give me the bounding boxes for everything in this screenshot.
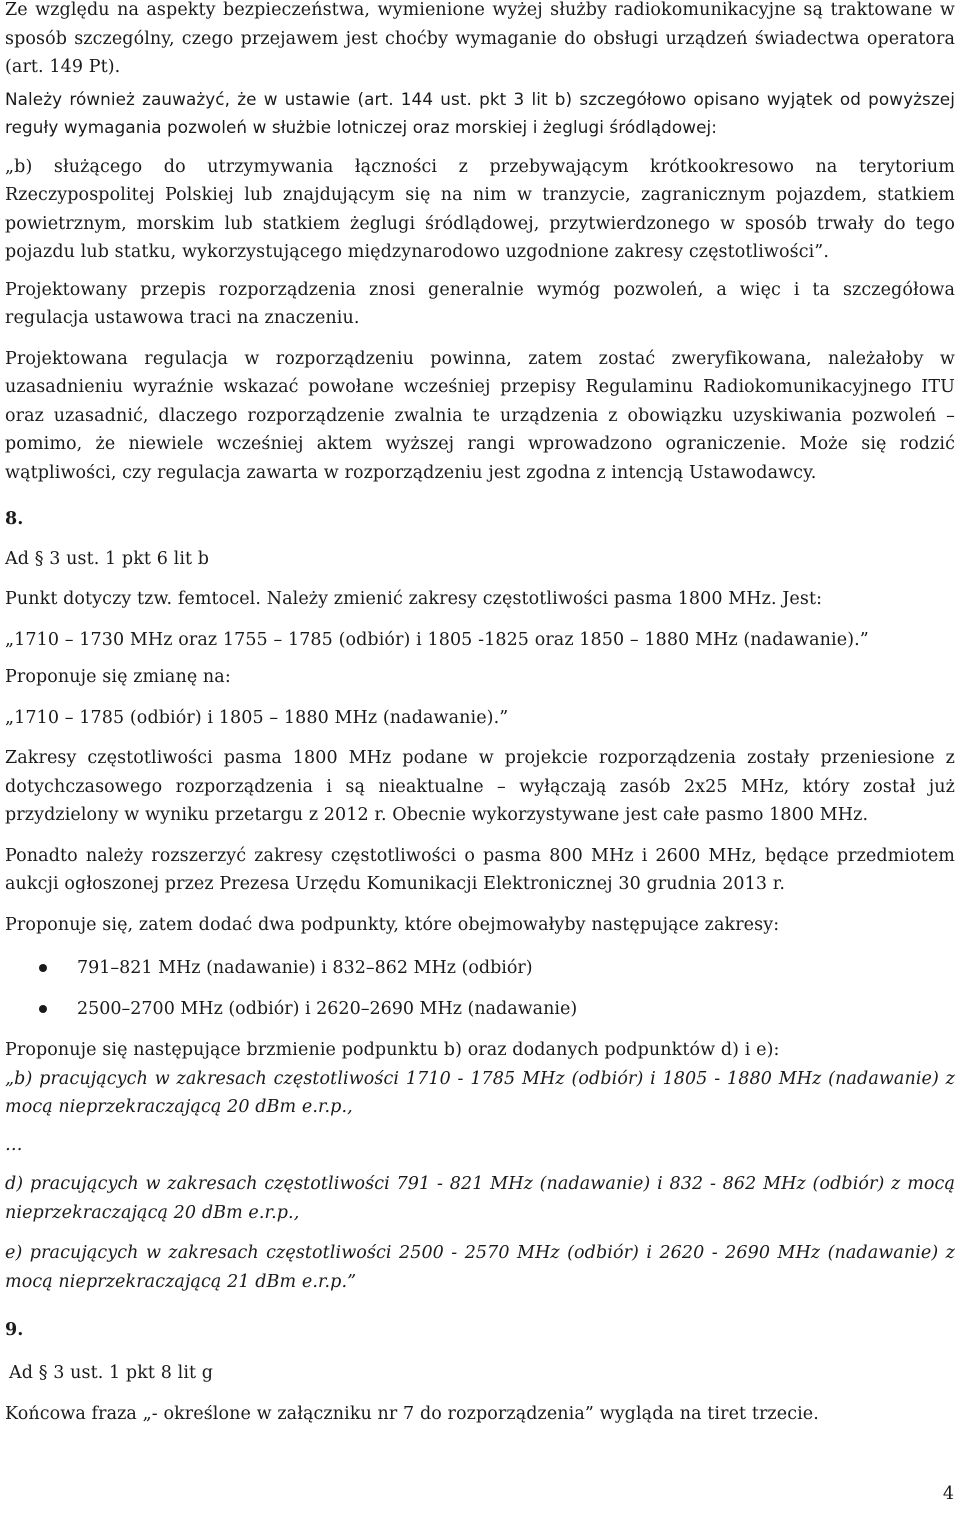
quote-subpoint-d: d) pracujących w zakresach częstotliwości 791 - 821 MHz (nadawanie) i 832 - 862 MHz (odbiór) z mocą nieprzekraczającą 20 dBm e.r.p.,	[5, 1174, 955, 1223]
band-list	[5, 954, 955, 1023]
section-8-reference: Ad § 3 ust. 1 pkt 6 lit b	[5, 548, 210, 569]
paragraph-final-phrase: Końcowa fraza „- określone w załączniku nr 7 do rozporządzenia” wygląda na tiret trzecie.	[5, 1404, 819, 1424]
section-number-8: 8.	[5, 509, 24, 529]
quote-statute-b: „b) służącego do utrzymywania łączności z przebywającym krótkookresowo na terytorium Rzeczypospolitej Polskiej lub znajdującym się na nim w tranzycie, zagranicznym pojazdem, statkiem powietrznym, morskim lub statkiem żeglugi śródlądowej, przytwierdzonego w sposób trwały do tego pojazdu lub statku, wykorzystującego międzynarodowo uzgodnione zakresy częstotliwości”.	[5, 156, 955, 262]
list-item: 2500–2700 MHz (odbiór) i 2620–2690 MHz (nadawanie)	[5, 995, 955, 1024]
section-9-reference: Ad § 3 ust. 1 pkt 8 lit g	[9, 1362, 214, 1383]
quote-subpoint-b: „b) pracujących w zakresach częstotliwości 1710 - 1785 MHz (odbiór) i 1805 - 1880 MHz (nadawanie) z mocą nieprzekraczającą 20 dBm e.r.p.,	[5, 1068, 955, 1117]
paragraph-proposal: Proponuje się zmianę na:	[5, 667, 231, 687]
quote-subpoint-e: e) pracujących w zakresach częstotliwości 2500 - 2570 MHz (odbiór) i 2620 - 2690 MHz (nadawanie) z mocą nieprzekraczającą 21 dBm e.r.p.”	[5, 1243, 955, 1292]
page-number: 4	[942, 1484, 954, 1504]
paragraph-femtocell: Punkt dotyczy tzw. femtocel. Należy zmienić zakresy częstotliwości pasma 1800 MHz. Jest:	[5, 589, 823, 609]
list-item: 791–821 MHz (nadawanie) i 832–862 MHz (odbiór)	[5, 954, 955, 983]
paragraph-verification: Projektowana regulacja w rozporządzeniu powinna, zatem zostać zweryfikowana, należałoby w uzasadnieniu wyraźnie wskazać powołane wcześniej przepisy Regulaminu Radiokomunikacyjnego ITU oraz uzasadnić, dlaczego rozporządzenie zwalnia te urządzenia z obowiązku uzyskiwania pozwoleń – pomimo, że niewiele wcześniej aktem wyższej rangi wprowadzono ograniczenie. Może się rodzić wątpliwości, czy regulacja zawarta w rozporządzeniu jest zgodna z intencją Ustawodawcy.	[5, 348, 955, 483]
paragraph-extend-bands: Ponadto należy rozszerzyć zakresy częstotliwości o pasma 800 MHz i 2600 MHz, będące przedmiotem aukcji ogłoszonej przez Prezesa Urzędu Komunikacji Elektronicznej 30 grudnia 2013 r.	[5, 845, 955, 894]
section-number-9: 9.	[5, 1320, 24, 1340]
document-page	[5, 0, 955, 1429]
quote-current-ranges: „1710 – 1730 MHz oraz 1755 – 1785 (odbiór) i 1805 -1825 oraz 1850 – 1880 MHz (nadawanie).”	[5, 629, 869, 650]
paragraph-exception: Należy również zauważyć, że w ustawie (art. 144 ust. pkt 3 lit b) szczegółowo opisano wyjątek od powyższej reguły wymagania pozwoleń w służbie lotniczej oraz morskiej i żeglugi śródlądowej:	[5, 88, 955, 137]
paragraph-security: Ze względu na aspekty bezpieczeństwa, wymienione wyżej służby radiokomunikacyjne są traktowane w sposób szczególny, czego przejawem jest choćby wymaganie do obsługi urządzeń świadectwa operatora (art. 149 Pt).	[5, 0, 955, 77]
paragraph-outdated-ranges: Zakresy częstotliwości pasma 1800 MHz podane w projekcie rozporządzenia zostały przeniesione z dotychczasowego rozporządzenia i są nieaktualne – wyłączają zasób 2x25 MHz, który został już przydzielony w wyniku przetargu z 2012 r. Obecnie wykorzystywane jest całe pasmo 1800 MHz.	[5, 748, 955, 825]
paragraph-add-subpoints: Proponuje się, zatem dodać dwa podpunkty, które obejmowałyby następujące zakresy:	[5, 914, 780, 935]
paragraph-repeal: Projektowany przepis rozporządzenia znosi generalnie wymóg pozwoleń, a więc i ta szczegółowa regulacja ustawowa traci na znaczeniu.	[5, 279, 955, 328]
quote-ellipsis: …	[5, 1134, 23, 1155]
quote-proposed-ranges: „1710 – 1785 (odbiór) i 1805 – 1880 MHz (nadawanie).”	[5, 707, 509, 728]
paragraph-wording: Proponuje się następujące brzmienie podpunktu b) oraz dodanych podpunktów d) i e):	[5, 1040, 780, 1060]
